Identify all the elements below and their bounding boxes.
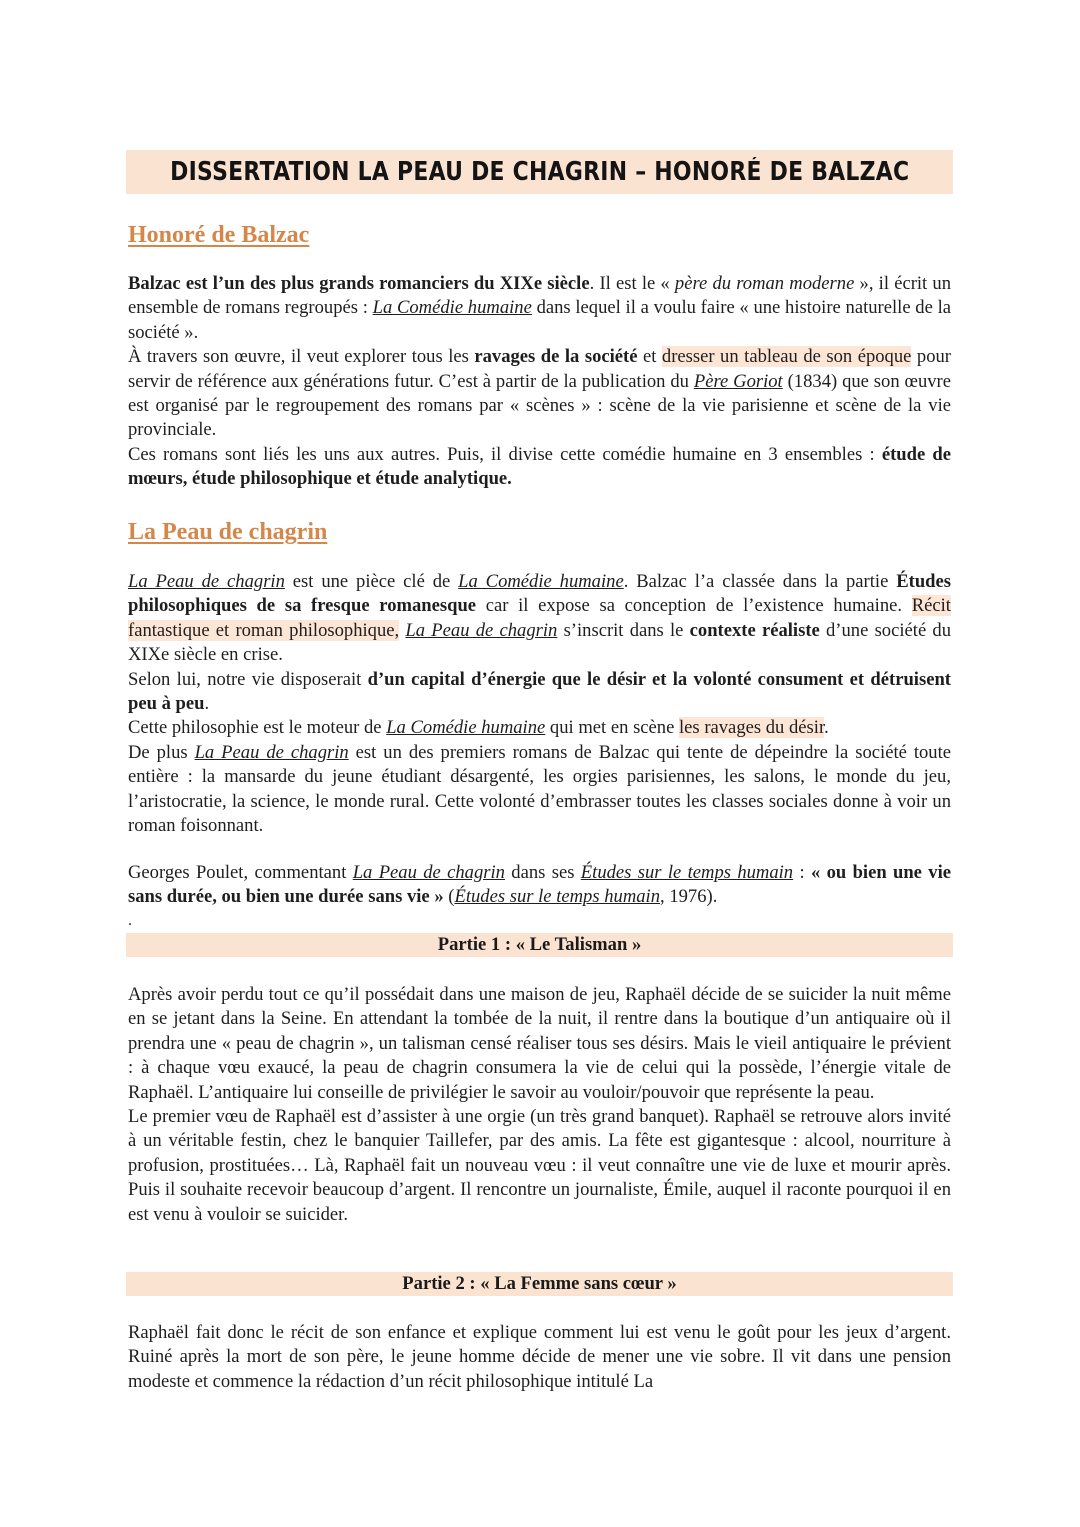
section-body-balzac <box>128 272 951 492</box>
stray-mark: . <box>128 912 132 929</box>
section-heading-peau-de-chagrin: La Peau de chagrin <box>128 519 328 545</box>
part-1-heading: Partie 1 : « Le Talisman » <box>437 934 642 955</box>
paragraph: Après avoir perdu tout ce qu’il possédait dans une maison de jeu, Raphaël décide de se suicider la nuit même en se jetant dans la Seine. En attendant la tombée de la nuit, il rentre dans la boutique d’un antiquaire où il prendra une « peau de chagrin », un talisman censé réaliser tous ses désirs. Mais le vieil antiquaire le prévient : à chaque vœu exaucé, la peau de chagrin consumera la vie de celui qui la possède, l’énergie vitale de Raphaël. L’antiquaire lui conseille de privilégier le savoir au vouloir/pouvoir que représente la peau. <box>128 984 951 1103</box>
paragraph: Selon lui, notre vie disposerait d’un capital d’énergie que le désir et la volonté consument et détruisent peu à peu. <box>128 668 951 715</box>
part-1-banner <box>126 933 953 957</box>
paragraph: Cette philosophie est le moteur de La Comédie humaine qui met en scène les ravages du désir. <box>128 717 829 739</box>
quote-paragraph <box>128 861 951 910</box>
paragraph: Le premier vœu de Raphaël est d’assister à une orgie (un très grand banquet). Raphaël se retrouve alors invité à un véritable festin, chez le banquier Taillefer, par des amis. La fête est gigantesque : alcool, nourriture à profusion, prostituées… Là, Raphaël fait un nouveau vœu : il veut connaître une vie de luxe et mourir après. Puis il souhaite recevoir beaucoup d’argent. Il rencontre un journaliste, Émile, auquel il raconte pourquoi il en est venu à vouloir se suicider. <box>128 1106 951 1225</box>
paragraph: La Peau de chagrin est une pièce clé de La Comédie humaine. Balzac l’a classée dans la partie Études philosophiques de sa fresque romanesque car il expose sa conception de l’existence humaine. Récit fantastique et roman philosophique, La Peau de chagrin s’inscrit dans le contexte réaliste d’une société du XIXe siècle en crise. <box>128 571 952 666</box>
title-banner <box>126 150 953 194</box>
section-body-peau-de-chagrin <box>128 570 951 838</box>
paragraph: Raphaël fait donc le récit de son enfance et explique comment lui est venu le goût pour les jeux d’argent. Ruiné après la mort de son père, le jeune homme décide de mener une vie sobre. Il vit dans une pension modeste et commence la rédaction d’un récit philosophique intitulé La <box>128 1322 951 1392</box>
paragraph: Ces romans sont liés les uns aux autres. Puis, il divise cette comédie humaine en 3 ensembles : étude de mœurs, étude philosophique et étude analytique. <box>128 443 951 490</box>
section-body-part-1 <box>128 983 951 1227</box>
part-2-banner <box>126 1272 953 1296</box>
part-2-heading: Partie 2 : « La Femme sans cœur » <box>402 1273 677 1294</box>
section-body-part-2 <box>128 1321 951 1394</box>
paragraph: De plus La Peau de chagrin est un des premiers romans de Balzac qui tente de dépeindre la société toute entière : la mansarde du jeune étudiant désargenté, les orgies parisiennes, les salons, le monde du jeu, l’aristocratie, la science, le monde rural. Cette volonté d’embrasser toutes les classes sociales donne à voir un roman foisonnant. <box>128 741 951 837</box>
paragraph: Georges Poulet, commentant La Peau de chagrin dans ses Études sur le temps humain : « ou bien une vie sans durée, ou bien une durée sans vie » (Études sur le temps humain, 1976). <box>128 862 951 908</box>
section-heading-balzac: Honoré de Balzac <box>128 222 310 248</box>
paragraph: Balzac est l’un des plus grands romanciers du XIXe siècle. Il est le « père du roman moderne », il écrit un ensemble de romans regroupés : La Comédie humaine dans lequel il a voulu faire « une histoire naturelle de la société ». <box>128 273 952 343</box>
document-title: DISSERTATION LA PEAU DE CHAGRIN – HONORÉ DE BALZAC <box>169 157 910 187</box>
paragraph: À travers son œuvre, il veut explorer tous les ravages de la société et dresser un tableau de son époque pour servir de référence aux générations futur. C’est à partir de la publication du Père Goriot (1834) que son œuvre est organisé par le regroupement des romans par « scènes » : scène de la vie parisienne et scène de la vie provinciale. <box>128 346 951 441</box>
